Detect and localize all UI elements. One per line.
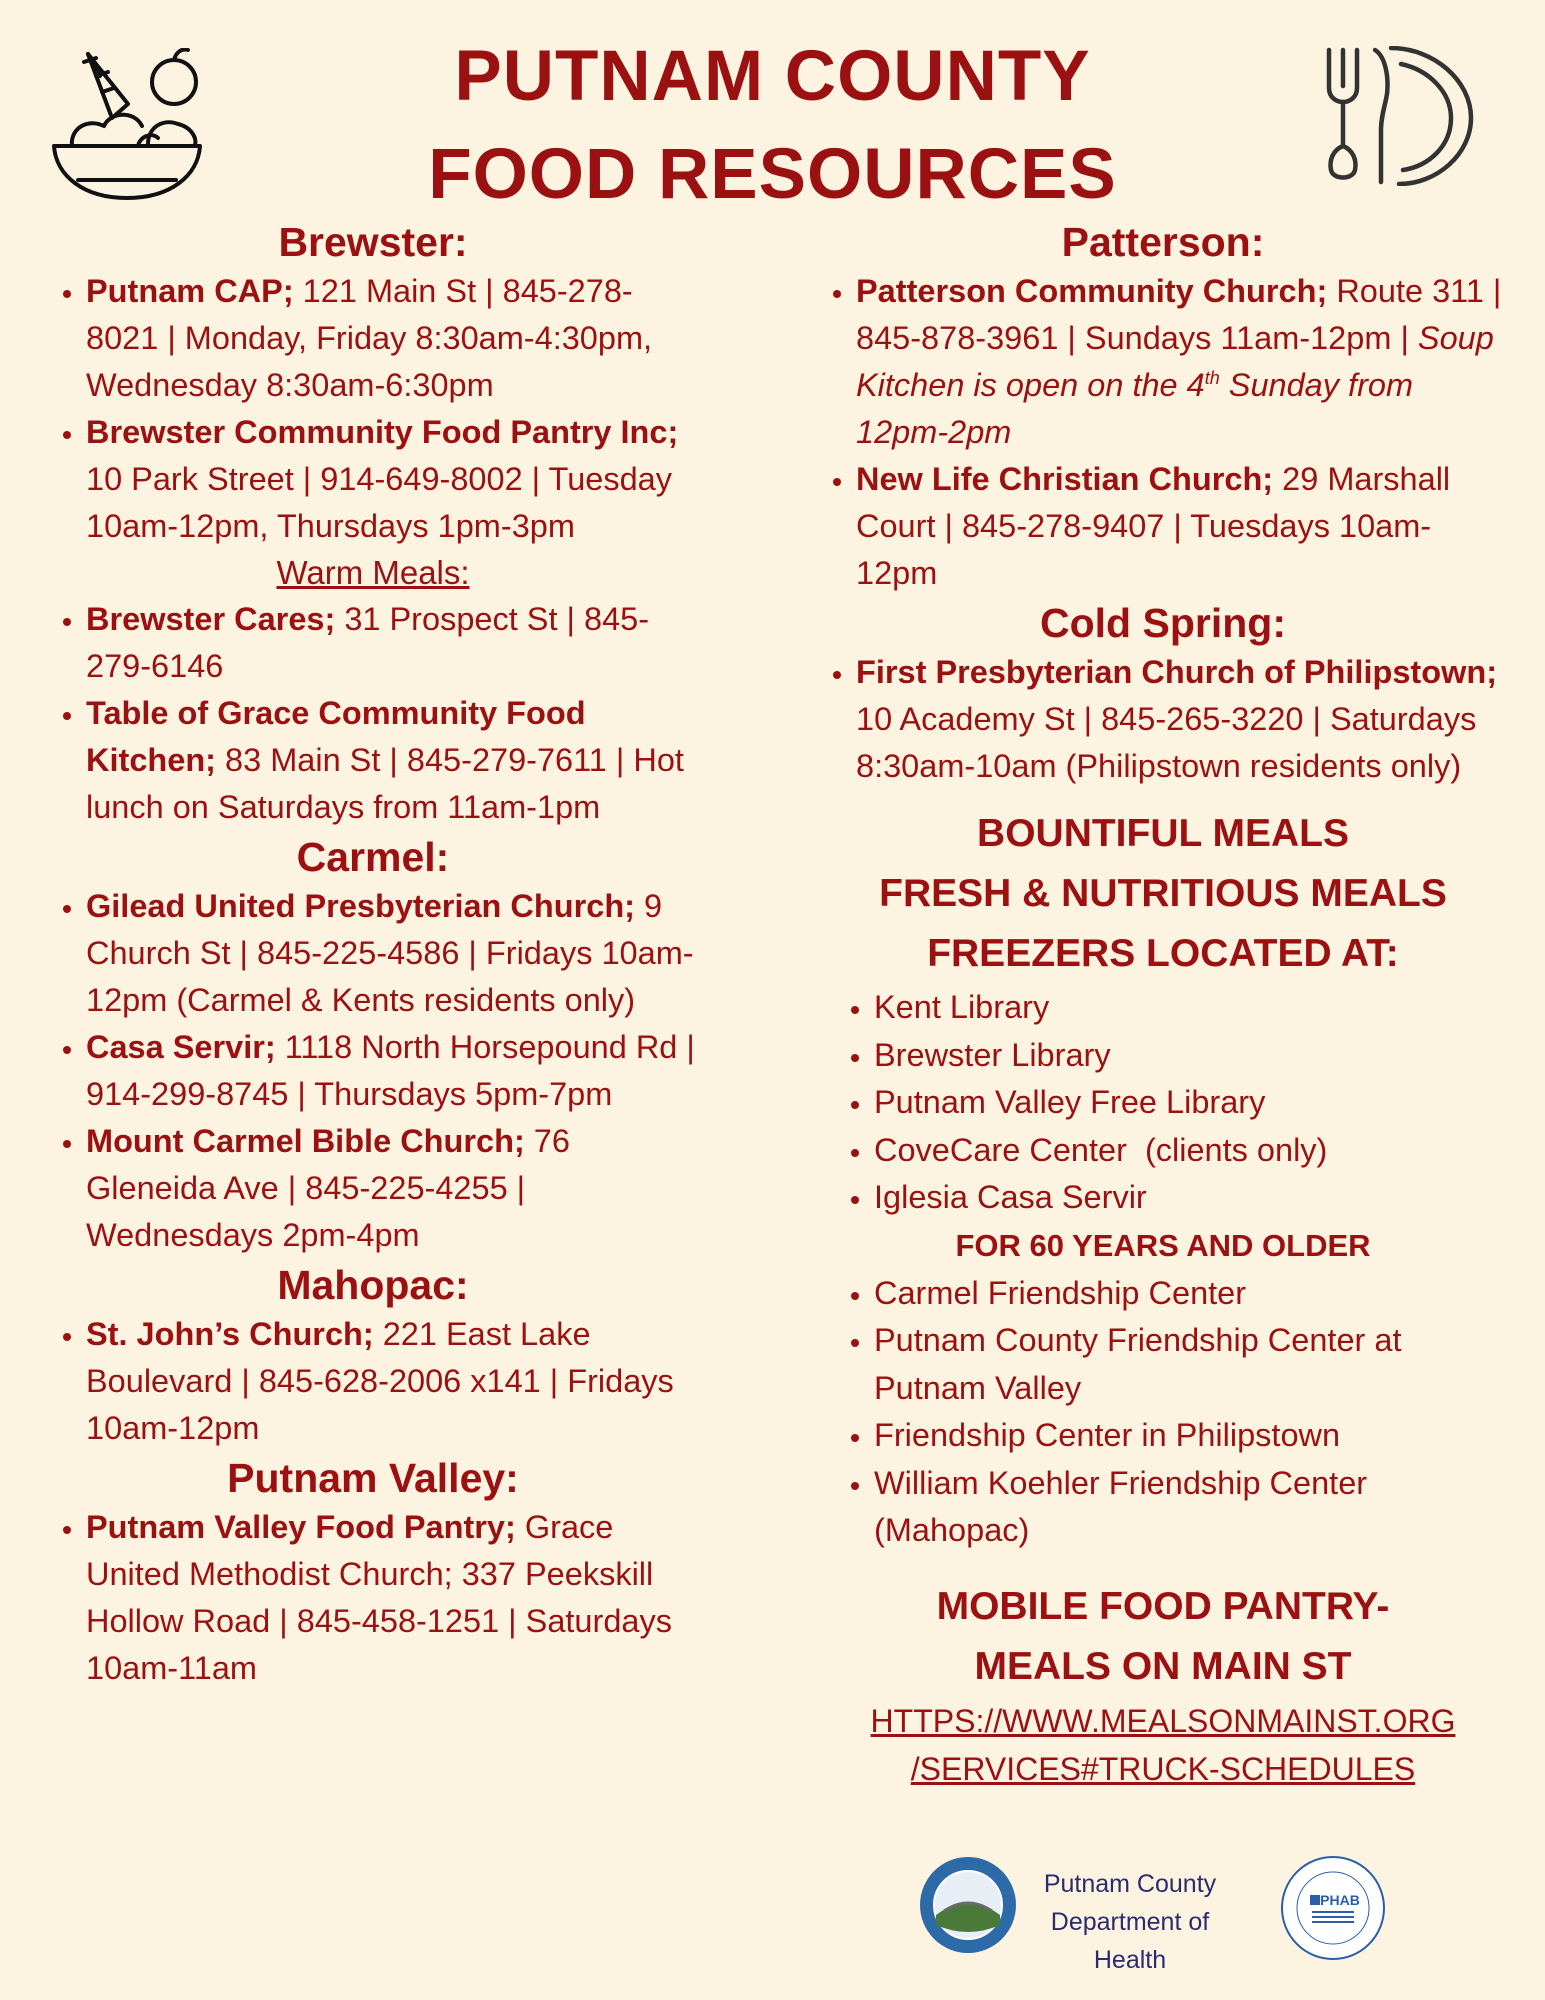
county-seal-logo: [918, 1855, 1018, 1955]
list-item: [86, 1024, 698, 1118]
list-item: [86, 268, 698, 409]
pantry-name: First Presbyterian Church of Philipstown;: [856, 654, 1498, 690]
cold-spring-list: [818, 649, 1508, 790]
pantry-name: Putnam CAP;: [86, 273, 294, 309]
freezer-locations-list: [818, 984, 1508, 1222]
cold-spring-heading: Cold Spring:: [1040, 600, 1286, 646]
phab-text: PHAB: [1320, 1892, 1360, 1908]
left-column: [48, 216, 698, 1692]
pantry-details: 121 Main St | 845-278-8021 | Monday, Friday 8:30am-4:30pm, Wednesday 8:30am-6:30pm: [86, 273, 653, 403]
senior-locations-list: [818, 1270, 1508, 1555]
list-item: • Putnam County Friendship Center at Putnam Valley: [874, 1317, 1508, 1412]
list-item: • Putnam Valley Free Library: [874, 1079, 1508, 1127]
list-item: [86, 596, 698, 690]
brewster-heading: Brewster:: [278, 219, 468, 265]
list-item: [86, 690, 698, 831]
list-item: [86, 1504, 698, 1692]
pantry-details: 29 Marshall Court | 845-278-9407 | Tuesdays 10am-12pm: [856, 461, 1451, 591]
pantry-details: 221 East Lake Boulevard | 845-628-2006 x141 | Fridays 10am-12pm: [86, 1316, 674, 1446]
patterson-heading: Patterson:: [1061, 219, 1265, 265]
footer-logos: [918, 1855, 1398, 1974]
list-item: • Iglesia Casa Servir: [874, 1174, 1508, 1222]
list-item: • Brewster Library: [874, 1032, 1508, 1080]
truck-schedule-link[interactable]: HTTPS://WWW.MEALSONMAINST.ORG /SERVICES#TRUCK-SCHEDULES: [870, 1702, 1456, 1787]
putnam-valley-list: [48, 1504, 698, 1692]
page-title: [0, 28, 1545, 224]
pantry-details: 83 Main St | 845-279-7611 | Hot lunch on Saturdays from 11am-1pm: [86, 742, 684, 825]
fork-spoon-plate-icon: [1325, 46, 1475, 186]
carmel-list: [48, 883, 698, 1259]
pantry-details: 9 Church St | 845-225-4586 | Fridays 10am-12pm (Carmel & Kents residents only): [86, 888, 694, 1018]
list-item: • William Koehler Friendship Center (Mahopac): [874, 1460, 1508, 1555]
pantry-details: 1118 North Horsepound Rd | 914-299-8745 | Thursdays 5pm-7pm: [86, 1029, 695, 1112]
mahopac-list: [48, 1311, 698, 1452]
list-item: [86, 1311, 698, 1452]
seniors-heading: FOR 60 YEARS AND OLDER: [955, 1227, 1371, 1263]
salad-bowl-icon: [48, 48, 206, 202]
list-item: • CoveCare Center (clients only): [874, 1127, 1508, 1175]
pantry-name: Mount Carmel Bible Church;: [86, 1123, 525, 1159]
list-item: • Carmel Friendship Center: [874, 1270, 1508, 1318]
pantry-name: Brewster Cares;: [86, 601, 336, 637]
list-item: • Kent Library: [874, 984, 1508, 1032]
mahopac-heading: Mahopac:: [277, 1262, 469, 1308]
pantry-name: Casa Servir;: [86, 1029, 276, 1065]
pantry-name: St. John’s Church;: [86, 1316, 374, 1352]
pantry-name: Patterson Community Church;: [856, 273, 1328, 309]
title-line-2: FOOD RESOURCES: [428, 135, 1117, 214]
pantry-details: 76 Gleneida Ave | 845-225-4255 | Wednesdays 2pm-4pm: [86, 1123, 570, 1253]
pantry-details: 31 Prospect St | 845-279-6146: [86, 601, 650, 684]
right-column: [818, 216, 1508, 1793]
pantry-name: Putnam Valley Food Pantry;: [86, 1509, 516, 1545]
pantry-name: Table of Grace Community Food Kitchen;: [86, 695, 586, 778]
pantry-details: 10 Park Street | 914-649-8002 | Tuesday 10am-12pm, Thursdays 1pm-3pm: [86, 461, 672, 544]
brewster-list: [48, 268, 698, 550]
bountiful-meals-heading: BOUNTIFUL MEALS FRESH & NUTRITIOUS MEALS FREEZERS LOCATED AT:: [879, 812, 1447, 975]
carmel-heading: Carmel:: [296, 834, 450, 880]
pantry-details: 10 Academy St | 845-265-3220 | Saturdays 8:30am-10am (Philipstown residents only): [856, 701, 1477, 784]
list-item: [86, 409, 698, 550]
warm-meals-list: [48, 596, 698, 831]
pantry-details: Route 311 | 845-878-3961 | Sundays 11am-12pm |: [856, 273, 1502, 356]
list-item: [86, 1118, 698, 1259]
phab-accreditation-logo: [1280, 1855, 1386, 1961]
patterson-list: [818, 268, 1508, 597]
pantry-name: Gilead United Presbyterian Church;: [86, 888, 636, 924]
title-line-1: PUTNAM COUNTY: [454, 37, 1091, 116]
list-item: • Friendship Center in Philipstown: [874, 1412, 1508, 1460]
mobile-pantry-heading: MOBILE FOOD PANTRY- MEALS ON MAIN ST: [936, 1584, 1390, 1688]
list-item: [856, 649, 1508, 790]
list-item: [856, 456, 1508, 597]
pantry-name: New Life Christian Church;: [856, 461, 1274, 497]
list-item: [856, 268, 1508, 456]
soup-kitchen-note: Soup Kitchen is open on the 4th Sunday from 12pm-2pm: [856, 320, 1494, 450]
warm-meals-heading: Warm Meals:: [276, 554, 470, 591]
pantry-details: Grace United Methodist Church; 337 Peekskill Hollow Road | 845-458-1251 | Saturdays 10am-11am: [86, 1509, 672, 1686]
list-item: [86, 883, 698, 1024]
pantry-name: Brewster Community Food Pantry Inc;: [86, 414, 679, 450]
putnam-valley-heading: Putnam Valley:: [227, 1455, 519, 1501]
department-name: Putnam County Department of Health: [1043, 1870, 1217, 1974]
